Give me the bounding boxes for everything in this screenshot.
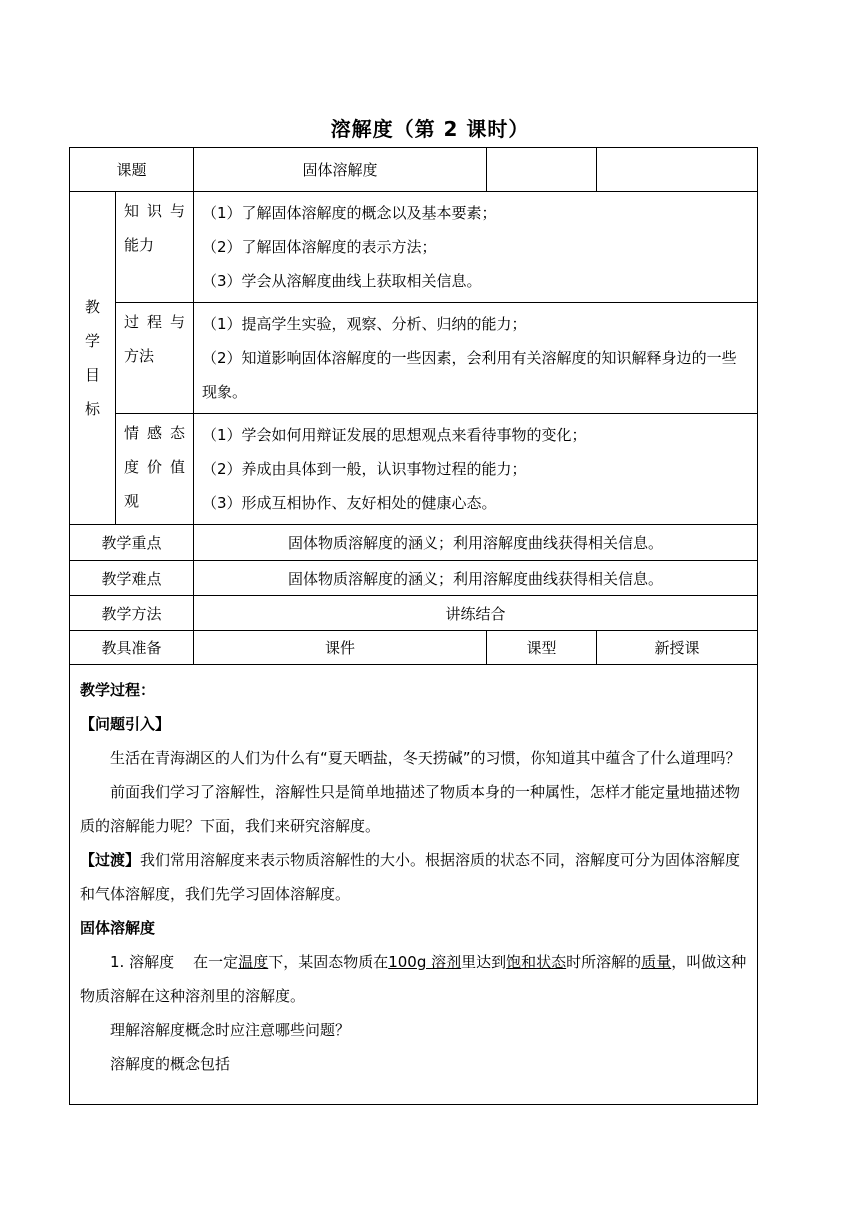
objectives-process (194, 303, 758, 414)
definition-keyword-saturated: 饱和状态 (506, 953, 567, 971)
lesson-type-value: 新授课 (597, 631, 758, 665)
objective-row-knowledge (70, 192, 758, 303)
definition-text: ，叫做这种物质溶解在这种溶剂里的溶解度。 (80, 953, 747, 1005)
difficulties-value: 固体物质溶解度的涵义；利用溶解度曲线获得相关信息。 (194, 561, 758, 596)
objectives-label-char: 学 (84, 332, 100, 350)
process-row (70, 665, 758, 1105)
objective-item: （2）养成由具体到一般，认识事物过程的能力； (202, 460, 527, 478)
objectives-label-char: 目 (84, 366, 100, 384)
topic-row (70, 148, 758, 192)
objectives-knowledge (194, 192, 758, 303)
definition-text: 时所溶解的 (566, 953, 642, 971)
key-points-row (70, 525, 758, 561)
method-label: 教学方法 (70, 596, 194, 631)
prep-row (70, 631, 758, 665)
objective-item: （3）形成互相协作、友好相处的健康心态。 (202, 494, 497, 512)
definition-text: 里达到 (461, 953, 507, 971)
definition-text: 在一定 (193, 953, 239, 971)
section-title: 固体溶解度 (80, 919, 156, 937)
prep-value: 课件 (194, 631, 487, 665)
transition-text: 我们常用溶解度来表示物质溶解性的大小。根据溶质的状态不同，溶解度可分为固体溶解度和气体溶解度，我们先学习固体溶解度。 (80, 851, 741, 903)
intro-paragraph: 生活在青海湖区的人们为什么有“夏天晒盐，冬天捞碱”的习惯，你知道其中蕴含了什么道理吗？ (110, 749, 741, 767)
lesson-plan-table (69, 147, 758, 1105)
objectives-attitude (194, 414, 758, 525)
category-line: 度价值 (124, 458, 186, 476)
category-line: 情感态 (124, 424, 186, 442)
key-points-value: 固体物质溶解度的涵义；利用溶解度曲线获得相关信息。 (194, 525, 758, 561)
concept-line: 溶解度的概念包括 (110, 1055, 231, 1073)
intro-tag: 【问题引入】 (80, 715, 171, 733)
category-knowledge (116, 192, 194, 303)
method-value: 讲练结合 (194, 596, 758, 631)
difficulties-label: 教学难点 (70, 561, 194, 596)
transition-paragraph (80, 843, 747, 911)
objectives-label-char: 标 (84, 400, 100, 418)
category-process (116, 303, 194, 414)
process-heading: 教学过程： (80, 681, 156, 699)
objective-item: （2）了解固体溶解度的表示方法； (202, 238, 437, 256)
category-line: 方法 (124, 347, 155, 365)
objective-item: （2）知道影响固体溶解度的一些因素，会利用有关溶解度的知识解释身边的一些现象。 (202, 349, 737, 401)
question-line: 理解溶解度概念时应注意哪些问题？ (110, 1021, 351, 1039)
prep-label: 教具准备 (70, 631, 194, 665)
topic-empty-cell-1 (487, 148, 597, 192)
category-line: 知识与 (124, 202, 186, 220)
objectives-label-char: 教 (84, 298, 100, 316)
difficulties-row (70, 561, 758, 596)
key-points-label: 教学重点 (70, 525, 194, 561)
teaching-process (70, 665, 758, 1105)
objective-item: （1）学会如何用辩证发展的思想观点来看待事物的变化； (202, 426, 587, 444)
definition-keyword-temperature: 温度 (238, 953, 269, 971)
definition-keyword-solvent: 100g 溶剂 (388, 953, 462, 971)
lesson-type-label: 课型 (487, 631, 597, 665)
topic-value: 固体溶解度 (194, 148, 487, 192)
objective-item: （1）了解固体溶解度的概念以及基本要素； (202, 204, 497, 222)
category-line: 观 (124, 492, 140, 510)
method-row (70, 596, 758, 631)
objective-row-process (70, 303, 758, 414)
objectives-label (70, 192, 116, 525)
review-paragraph: 前面我们学习了溶解性，溶解性只是简单地描述了物质本身的一种属性，怎样才能定量地描述物质的溶解能力呢？下面，我们来研究溶解度。 (80, 783, 741, 835)
objective-row-attitude (70, 414, 758, 525)
page-title: 溶解度（第 2 课时） (330, 117, 530, 141)
transition-tag: 【过渡】 (80, 851, 141, 869)
objective-item: （3）学会从溶解度曲线上获取相关信息。 (202, 272, 482, 290)
topic-empty-cell-2 (597, 148, 758, 192)
definition-text: 下，某固态物质在 (268, 953, 389, 971)
definition-keyword-mass: 质量 (641, 953, 672, 971)
objective-item: （1）提高学生实验，观察、分析、归纳的能力； (202, 315, 527, 333)
category-line: 过程与 (124, 313, 186, 331)
definition-paragraph (80, 945, 747, 1013)
topic-label: 课题 (70, 148, 194, 192)
definition-number: 1. 溶解度 (110, 953, 175, 971)
category-line: 能力 (124, 236, 155, 254)
category-attitude (116, 414, 194, 525)
